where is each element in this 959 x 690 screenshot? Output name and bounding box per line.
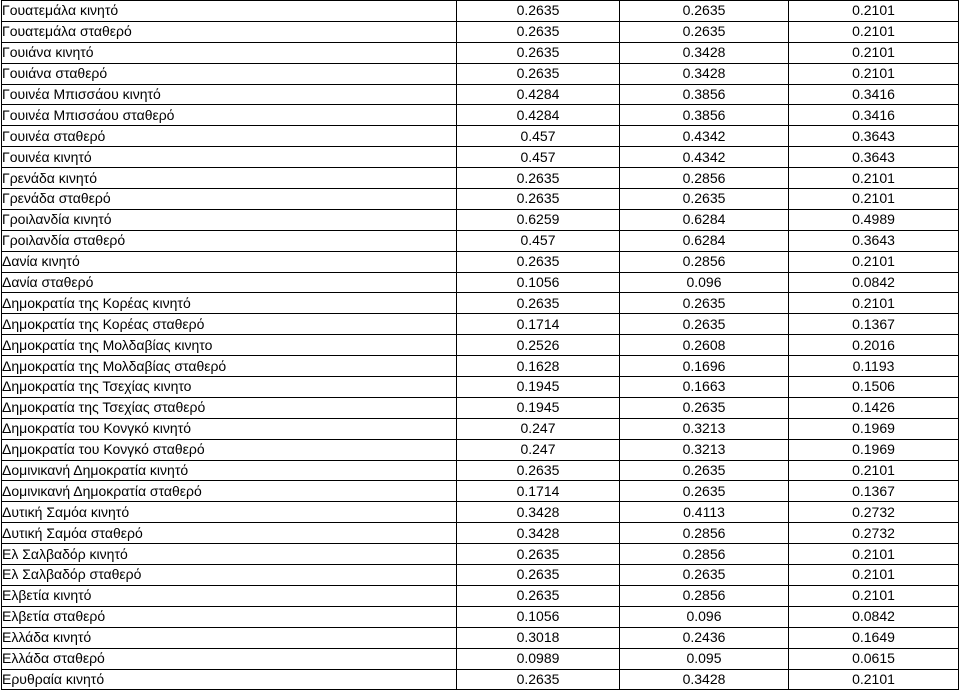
destination-cell: Γροιλανδία σταθερό	[2, 230, 457, 251]
table-row	[2, 481, 959, 502]
rate-cell-3: 0.2101	[789, 189, 959, 210]
destination-cell: Δομινικανή Δημοκρατία σταθερό	[2, 481, 457, 502]
table-row	[2, 397, 959, 418]
rate-cell-1: 0.3428	[457, 523, 620, 544]
rate-cell-2: 0.2635	[620, 1, 789, 22]
rate-cell-1: 0.3018	[457, 627, 620, 648]
destination-cell: Δημοκρατία της Τσεχίας σταθερό	[2, 397, 457, 418]
table-row	[2, 460, 959, 481]
destination-cell: Γουατεμάλα σταθερό	[2, 21, 457, 42]
table-row	[2, 147, 959, 168]
table-row	[2, 585, 959, 606]
rate-cell-2: 0.096	[620, 606, 789, 627]
rate-cell-3: 0.3643	[789, 230, 959, 251]
rate-cell-3: 0.2101	[789, 669, 959, 690]
table-row	[2, 335, 959, 356]
rate-cell-3: 0.2016	[789, 335, 959, 356]
rate-cell-3: 0.1506	[789, 377, 959, 398]
destination-cell: Ελβετία σταθερό	[2, 606, 457, 627]
rate-cell-1: 0.4284	[457, 84, 620, 105]
destination-cell: Δημοκρατία της Κορέας κινητό	[2, 293, 457, 314]
rate-cell-2: 0.3428	[620, 42, 789, 63]
rate-cell-3: 0.4989	[789, 209, 959, 230]
rate-cell-1: 0.2635	[457, 42, 620, 63]
rate-cell-1: 0.2635	[457, 565, 620, 586]
rate-cell-2: 0.3856	[620, 105, 789, 126]
rate-cell-2: 0.095	[620, 648, 789, 669]
destination-cell: Γρενάδα κινητό	[2, 168, 457, 189]
rate-cell-1: 0.1056	[457, 272, 620, 293]
rate-cell-1: 0.2635	[457, 293, 620, 314]
destination-cell: Δημοκρατία της Μολδαβίας κινητο	[2, 335, 457, 356]
rate-cell-2: 0.3428	[620, 669, 789, 690]
table-row	[2, 1, 959, 22]
table-row	[2, 209, 959, 230]
rate-cell-3: 0.2101	[789, 21, 959, 42]
table-row	[2, 272, 959, 293]
rate-cell-3: 0.0842	[789, 272, 959, 293]
rate-cell-1: 0.1714	[457, 314, 620, 335]
rate-cell-1: 0.4284	[457, 105, 620, 126]
destination-cell: Δανία κινητό	[2, 251, 457, 272]
rate-cell-1: 0.1945	[457, 397, 620, 418]
table-row	[2, 42, 959, 63]
table-row	[2, 356, 959, 377]
rate-cell-1: 0.2635	[457, 168, 620, 189]
rate-cell-1: 0.2635	[457, 251, 620, 272]
rate-cell-1: 0.3428	[457, 502, 620, 523]
rate-cell-3: 0.1426	[789, 397, 959, 418]
table-row	[2, 606, 959, 627]
rate-cell-3: 0.2101	[789, 168, 959, 189]
table-row	[2, 377, 959, 398]
rate-cell-3: 0.2101	[789, 63, 959, 84]
rate-cell-3: 0.2101	[789, 565, 959, 586]
rate-cell-2: 0.2635	[620, 397, 789, 418]
rate-cell-1: 0.2635	[457, 669, 620, 690]
rate-cell-3: 0.2101	[789, 293, 959, 314]
table-row	[2, 648, 959, 669]
rate-cell-3: 0.1969	[789, 418, 959, 439]
rate-cell-2: 0.3213	[620, 439, 789, 460]
rate-cell-1: 0.2635	[457, 1, 620, 22]
destination-cell: Ελβετία κινητό	[2, 585, 457, 606]
rates-table	[1, 0, 959, 690]
destination-cell: Δυτική Σαμόα κινητό	[2, 502, 457, 523]
rate-cell-2: 0.2436	[620, 627, 789, 648]
rate-cell-3: 0.2101	[789, 460, 959, 481]
rate-cell-1: 0.457	[457, 230, 620, 251]
rate-cell-3: 0.3643	[789, 126, 959, 147]
rate-cell-2: 0.2856	[620, 168, 789, 189]
table-row	[2, 544, 959, 565]
rate-cell-2: 0.3428	[620, 63, 789, 84]
rate-cell-2: 0.096	[620, 272, 789, 293]
destination-cell: Ερυθραία κινητό	[2, 669, 457, 690]
table-row	[2, 230, 959, 251]
rate-cell-3: 0.2732	[789, 502, 959, 523]
table-row	[2, 565, 959, 586]
rate-cell-2: 0.4342	[620, 147, 789, 168]
rate-cell-3: 0.1367	[789, 481, 959, 502]
destination-cell: Γουινέα Μπισσάου κινητό	[2, 84, 457, 105]
rate-cell-2: 0.2856	[620, 544, 789, 565]
table-row	[2, 251, 959, 272]
rate-cell-1: 0.1945	[457, 377, 620, 398]
table-row	[2, 669, 959, 690]
table-row	[2, 168, 959, 189]
destination-cell: Δομινικανή Δημοκρατία κινητό	[2, 460, 457, 481]
rate-cell-3: 0.1193	[789, 356, 959, 377]
table-row	[2, 627, 959, 648]
rate-cell-2: 0.2635	[620, 314, 789, 335]
rate-cell-3: 0.2101	[789, 251, 959, 272]
rate-cell-1: 0.247	[457, 439, 620, 460]
rate-cell-1: 0.6259	[457, 209, 620, 230]
rate-cell-3: 0.2101	[789, 585, 959, 606]
rate-cell-2: 0.2856	[620, 585, 789, 606]
table-row	[2, 63, 959, 84]
rate-cell-1: 0.1628	[457, 356, 620, 377]
rate-cell-2: 0.2635	[620, 189, 789, 210]
rate-cell-1: 0.2635	[457, 544, 620, 565]
table-row	[2, 105, 959, 126]
table-row	[2, 126, 959, 147]
destination-cell: Ελ Σαλβαδόρ κινητό	[2, 544, 457, 565]
rate-cell-3: 0.1649	[789, 627, 959, 648]
rate-cell-1: 0.457	[457, 147, 620, 168]
rate-cell-2: 0.2635	[620, 565, 789, 586]
table-row	[2, 21, 959, 42]
rate-cell-2: 0.2635	[620, 460, 789, 481]
destination-cell: Γροιλανδία κινητό	[2, 209, 457, 230]
rate-cell-3: 0.0615	[789, 648, 959, 669]
rate-cell-1: 0.2526	[457, 335, 620, 356]
rate-cell-3: 0.1367	[789, 314, 959, 335]
rate-cell-2: 0.1663	[620, 377, 789, 398]
rate-cell-1: 0.2635	[457, 460, 620, 481]
destination-cell: Δημοκρατία του Κονγκό σταθερό	[2, 439, 457, 460]
rates-table-body	[2, 1, 959, 690]
destination-cell: Γουιάνα σταθερό	[2, 63, 457, 84]
destination-cell: Γρενάδα σταθερό	[2, 189, 457, 210]
destination-cell: Γουινέα σταθερό	[2, 126, 457, 147]
destination-cell: Γουινέα Μπισσάου σταθερό	[2, 105, 457, 126]
rate-cell-1: 0.2635	[457, 21, 620, 42]
rate-cell-3: 0.3416	[789, 105, 959, 126]
table-row	[2, 439, 959, 460]
destination-cell: Γουιάνα κινητό	[2, 42, 457, 63]
table-row	[2, 418, 959, 439]
rate-cell-2: 0.6284	[620, 230, 789, 251]
rate-cell-1: 0.457	[457, 126, 620, 147]
rate-cell-3: 0.2101	[789, 1, 959, 22]
rate-cell-3: 0.2101	[789, 42, 959, 63]
rate-cell-3: 0.3416	[789, 84, 959, 105]
rate-cell-1: 0.2635	[457, 189, 620, 210]
destination-cell: Δανία σταθερό	[2, 272, 457, 293]
rate-cell-1: 0.1714	[457, 481, 620, 502]
rate-cell-3: 0.0842	[789, 606, 959, 627]
destination-cell: Δημοκρατία της Μολδαβίας σταθερό	[2, 356, 457, 377]
destination-cell: Ελλάδα σταθερό	[2, 648, 457, 669]
table-row	[2, 314, 959, 335]
destination-cell: Δημοκρατία της Τσεχίας κινητο	[2, 377, 457, 398]
rate-cell-2: 0.3213	[620, 418, 789, 439]
rate-cell-1: 0.247	[457, 418, 620, 439]
table-row	[2, 502, 959, 523]
rate-cell-2: 0.2635	[620, 293, 789, 314]
rate-cell-2: 0.2608	[620, 335, 789, 356]
rate-cell-2: 0.2856	[620, 523, 789, 544]
rate-cell-2: 0.4113	[620, 502, 789, 523]
rate-cell-2: 0.1696	[620, 356, 789, 377]
destination-cell: Δυτική Σαμόα σταθερό	[2, 523, 457, 544]
table-row	[2, 189, 959, 210]
rate-cell-3: 0.2101	[789, 544, 959, 565]
rate-cell-2: 0.2856	[620, 251, 789, 272]
rate-cell-2: 0.2635	[620, 21, 789, 42]
rate-cell-1: 0.0989	[457, 648, 620, 669]
destination-cell: Δημοκρατία του Κονγκό κινητό	[2, 418, 457, 439]
rate-cell-1: 0.1056	[457, 606, 620, 627]
rate-cell-2: 0.2635	[620, 481, 789, 502]
rate-cell-2: 0.4342	[620, 126, 789, 147]
rate-cell-3: 0.3643	[789, 147, 959, 168]
table-row	[2, 293, 959, 314]
rate-cell-2: 0.3856	[620, 84, 789, 105]
destination-cell: Γουατεμάλα κινητό	[2, 1, 457, 22]
destination-cell: Δημοκρατία της Κορέας σταθερό	[2, 314, 457, 335]
rate-cell-2: 0.6284	[620, 209, 789, 230]
rate-cell-1: 0.2635	[457, 585, 620, 606]
rate-cell-3: 0.2732	[789, 523, 959, 544]
rate-cell-3: 0.1969	[789, 439, 959, 460]
table-row	[2, 523, 959, 544]
rate-cell-1: 0.2635	[457, 63, 620, 84]
destination-cell: Ελ Σαλβαδόρ σταθερό	[2, 565, 457, 586]
destination-cell: Γουινέα κινητό	[2, 147, 457, 168]
table-row	[2, 84, 959, 105]
destination-cell: Ελλάδα κινητό	[2, 627, 457, 648]
